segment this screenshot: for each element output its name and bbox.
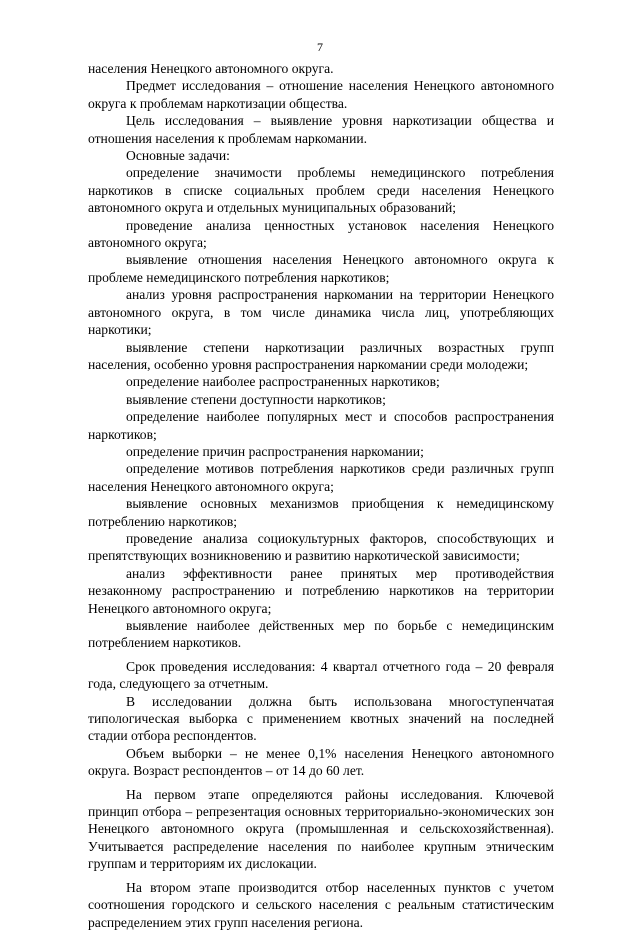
paragraph: определение наиболее распространенных наркотиков;	[126, 374, 440, 390]
paragraph: На первом этапе определяются районы исследования. Ключевой принцип отбора – репрезентация основных территориально-экономических зон Ненецкого автономного округа (промышленная и сельскохозяйственная). Учитывается распределение населения по наиболее крупным этническим группам и территориям их дислокации.	[88, 786, 554, 872]
paragraph: Предмет исследования – отношение населения Ненецкого автономного округа к проблемам наркотизации общества.	[88, 78, 554, 111]
page-number: 7	[317, 40, 323, 54]
paragraph: населения Ненецкого автономного округа.	[88, 61, 334, 76]
paragraph: проведение анализа социокультурных факторов, способствующих и препятствующих возникновению и развитию наркотической зависимости;	[88, 530, 554, 564]
paragraph: определение значимости проблемы немедицинского потребления наркотиков в списке социальных проблем среди населения Ненецкого автономного округа и отдельных муниципальных образований;	[88, 165, 554, 216]
paragraph: На втором этапе производится отбор населенных пунктов с учетом соотношения городского и сельского населения с реальным статистическим распределением этих групп населения региона.	[88, 879, 554, 930]
paragraph: определение наиболее популярных мест и способов распространения наркотиков;	[88, 409, 554, 442]
paragraph: Объем выборки – не менее 0,1% населения Ненецкого автономного округа. Возраст респондентов – от 14 до 60 лет.	[88, 745, 554, 779]
paragraph: Цель исследования – выявление уровня наркотизации общества и отношения населения к проблемам наркомании.	[88, 113, 554, 146]
paragraph: В исследовании должна быть использована многоступенчатая типологическая выборка с применением квотных значений на последней стадии отбора респондентов.	[88, 693, 554, 744]
paragraph: анализ уровня распространения наркомании на территории Ненецкого автономного округа, в том числе динамика числа лиц, употребляющих наркотики;	[88, 287, 554, 338]
paragraph: определение причин распространения наркомании;	[126, 443, 424, 459]
paragraph: выявление отношения населения Ненецкого автономного округа к проблеме немедицинского потребления наркотиков;	[88, 252, 554, 285]
paragraph: анализ эффективности ранее принятых мер противодействия незаконному распространению и потреблению наркотиков на территории Ненецкого автономного округа;	[88, 565, 554, 616]
paragraph: Основные задачи:	[126, 148, 230, 164]
paragraph: выявление степени доступности наркотиков;	[126, 391, 386, 407]
paragraph: выявление степени наркотизации различных возрастных групп населения, особенно уровня распространения наркомании среди молодежи;	[88, 339, 554, 372]
paragraph: выявление основных механизмов приобщения к немедицинскому потреблению наркотиков;	[88, 496, 554, 529]
paragraph: выявление наиболее действенных мер по борьбе с немедицинским потреблением наркотиков.	[88, 618, 554, 651]
paragraph: проведение анализа ценностных установок населения Ненецкого автономного округа;	[88, 217, 554, 251]
paragraph: Срок проведения исследования: 4 квартал отчетного года – 20 февраля года, следующего за отчетным.	[88, 658, 554, 692]
page-body	[88, 60, 554, 931]
paragraph: определение мотивов потребления наркотиков среди различных групп населения Ненецкого автономного округа;	[88, 461, 554, 494]
